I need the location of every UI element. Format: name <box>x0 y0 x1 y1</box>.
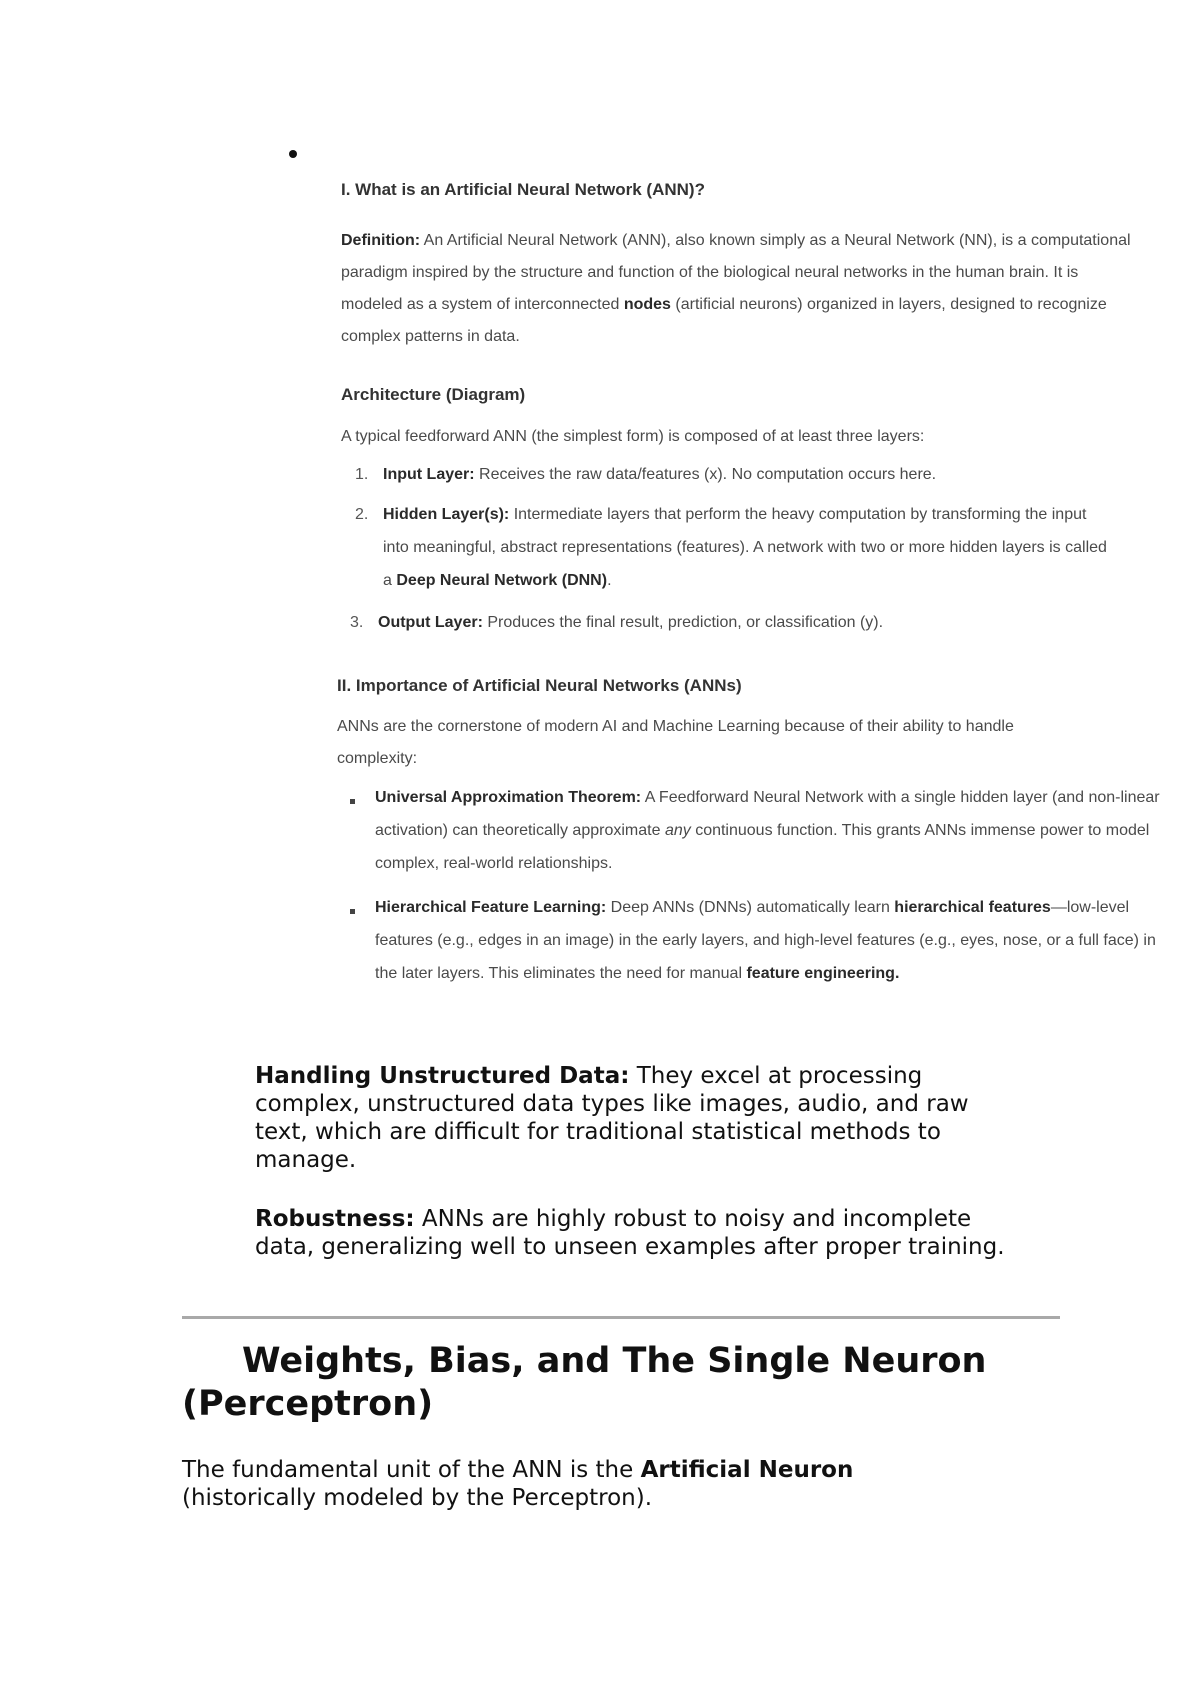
section2-heading: II. Importance of Artificial Neural Networks (ANNs) <box>337 676 742 695</box>
section-title <box>182 1340 1062 1426</box>
unstructured-label: Handling Unstructured Data: <box>255 1063 630 1089</box>
importance-text: Deep ANNs (DNNs) automatically learn <box>610 899 890 916</box>
definition-text: An Artificial Neural Network (ANN), also known simply as a Neural Network (NN), is a computational paradigm inspired by the structure and function of the biological neural networks in the human brain. It is modeled as a system of interconnected <box>341 232 1131 313</box>
definition-paragraph <box>341 225 1131 353</box>
importance-text: A Feedforward Neural Network with a single hidden layer (and non-linear activation) can theoretically approximate <box>375 789 1160 839</box>
unstructured-paragraph <box>255 1062 1025 1174</box>
importance-item-hfl <box>375 891 1160 990</box>
layer-text: Produces the final result, prediction, or classification (y). <box>487 614 884 631</box>
importance-label: Universal Approximation Theorem: <box>375 789 642 806</box>
list-bullet <box>289 150 297 158</box>
layer-text: Receives the raw data/features (x). No computation occurs here. <box>479 466 937 483</box>
definition-label: Definition: <box>341 232 421 249</box>
bullet-square <box>350 909 355 914</box>
robustness-text: ANNs are highly robust to noisy and incomplete data, generalizing well to unseen examples after proper training. <box>255 1206 1005 1260</box>
definition-bold: nodes <box>623 296 671 313</box>
robustness-label: Robustness: <box>255 1206 415 1232</box>
unstructured-text: They excel at processing complex, unstructured data types like images, audio, and raw text, which are difficult for traditional statistical methods to manage. <box>255 1063 969 1173</box>
layer-label: Output Layer: <box>378 614 483 631</box>
importance-em: any <box>664 822 691 839</box>
layer-item-output <box>378 606 1138 639</box>
layer-bold-tail: Deep Neural Network (DNN) <box>396 572 608 589</box>
layer-end: . <box>607 572 612 589</box>
intro-text: The fundamental unit of the ANN is the <box>182 1457 634 1483</box>
definition-tail: (artificial neurons) organized in layers, designed to recognize complex patterns in data. <box>341 296 1107 345</box>
intro-paragraph <box>182 1456 982 1512</box>
bullet-square <box>350 799 355 804</box>
section2-intro: ANNs are the cornerstone of modern AI and Machine Learning because of their ability to handle complexity: <box>337 718 1014 767</box>
importance-bold: hierarchical features <box>894 899 1051 916</box>
importance-text: continuous function. This grants ANNs immense power to model complex, real-world relationships. <box>375 822 1150 872</box>
layer-item-hidden <box>383 498 1113 597</box>
section-title-text: Weights, Bias, and The Single Neuron (Perceptron) <box>182 1341 987 1424</box>
list-number: 1. <box>355 466 369 483</box>
layer-text: Intermediate layers that perform the heavy computation by transforming the input into meaningful, abstract representations (features). A network with two or more hidden layers is called a <box>383 506 1107 589</box>
importance-text: —low-level features (e.g., edges in an image) in the early layers, and high-level features (e.g., eyes, nose, or a full face) in the later layers. This eliminates the need for manual <box>375 899 1156 982</box>
layer-item-input <box>383 458 1143 491</box>
layer-label: Hidden Layer(s): <box>383 506 510 523</box>
list-number: 3. <box>350 614 364 631</box>
architecture-intro: A typical feedforward ANN (the simplest form) is composed of at least three layers: <box>341 428 925 445</box>
layer-label: Input Layer: <box>383 466 475 483</box>
intro-bold: Artificial Neuron <box>640 1457 854 1483</box>
architecture-heading: Architecture (Diagram) <box>341 385 526 404</box>
section1-heading: I. What is an Artificial Neural Network (ANN)? <box>341 180 705 199</box>
horizontal-rule <box>182 1316 1060 1319</box>
intro-text: (historically modeled by the Perceptron). <box>182 1485 653 1511</box>
importance-label: Hierarchical Feature Learning: <box>375 899 607 916</box>
importance-item-uat <box>375 781 1160 880</box>
importance-bold: feature engineering. <box>746 965 900 982</box>
robustness-paragraph <box>255 1205 1025 1261</box>
list-number: 2. <box>355 506 369 523</box>
